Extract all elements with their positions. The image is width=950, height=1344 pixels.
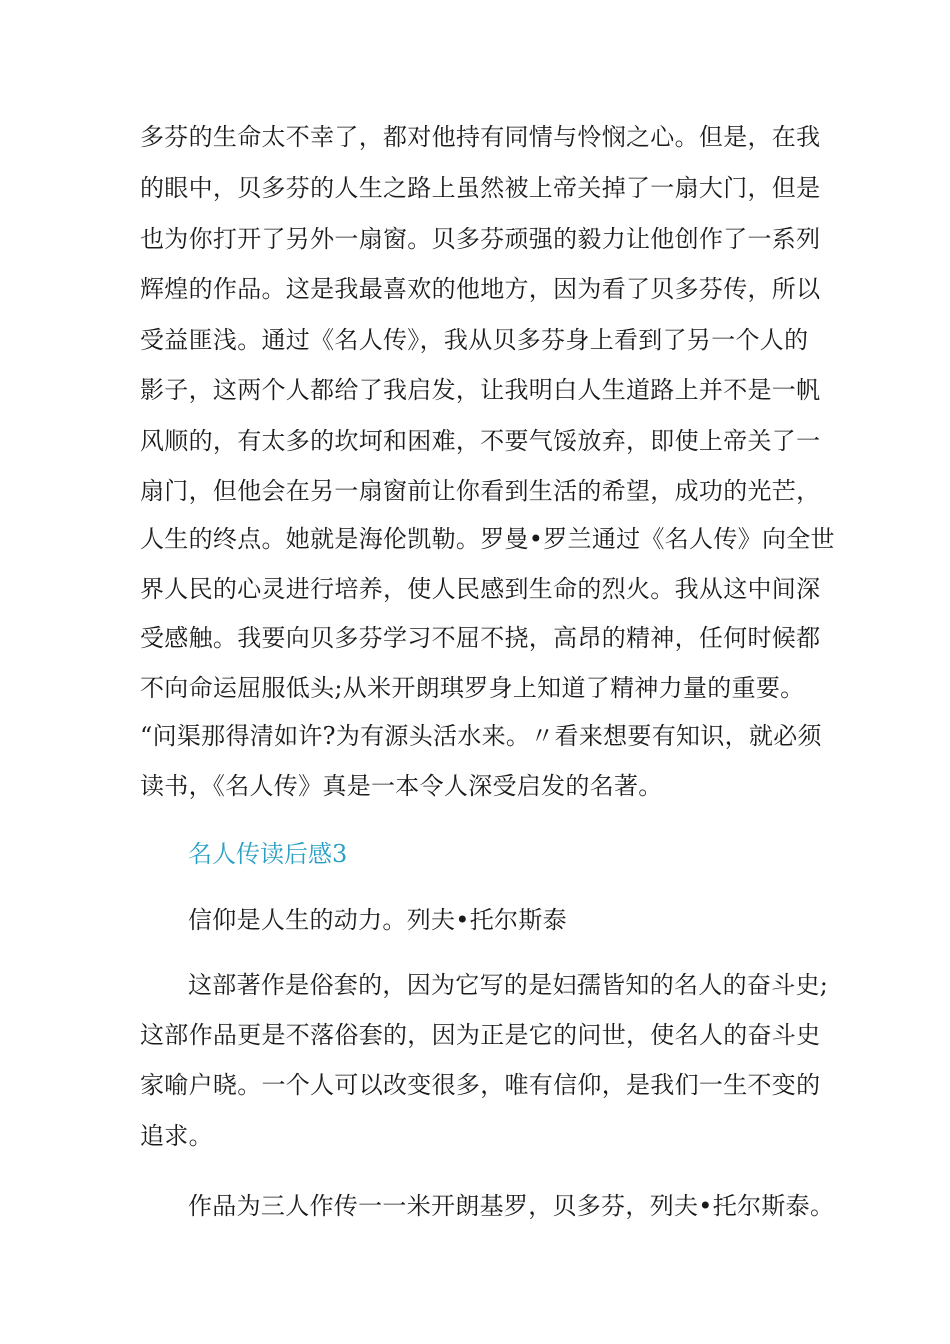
paragraph-line: 这部著作是俗套的，因为它写的是妇孺皆知的名人的奋斗史;	[188, 971, 829, 999]
paragraph-line: 也为你打开了另外一扇窗。贝多芬顽强的毅力让他创作了一系列	[140, 225, 821, 253]
paragraph-line: 不向命运屈服低头;从米开朗琪罗身上知道了精神力量的重要。	[140, 674, 805, 702]
paragraph-line: 人生的终点。她就是海伦凯勒。罗曼•罗兰通过《名人传》向全世	[140, 525, 835, 553]
quote-line: 信仰是人生的动力。列夫•托尔斯泰	[188, 906, 567, 934]
paragraph-line: 的眼中，贝多芬的人生之路上虽然被上帝关掉了一扇大门，但是	[140, 174, 821, 202]
paragraph-line: 追求。	[140, 1122, 213, 1150]
paragraph-line: “问渠那得清如许?为有源头活水来。〃看来想要有知识，就必须	[140, 722, 822, 750]
paragraph-line: 受益匪浅。通过《名人传》，我从贝多芬身上看到了另一个人的	[140, 326, 809, 354]
paragraph-line: 风顺的，有太多的坎坷和困难，不要气馁放弃，即使上帝关了一	[140, 427, 821, 455]
section-heading: 名人传读后感3	[188, 840, 348, 868]
paragraph-line: 作品为三人作传一一米开朗基罗，贝多芬，列夫•托尔斯泰。	[188, 1192, 835, 1220]
paragraph-line: 辉煌的作品。这是我最喜欢的他地方，因为看了贝多芬传，所以	[140, 275, 821, 303]
paragraph-line: 读书，《名人传》真是一本令人深受启发的名著。	[140, 772, 663, 800]
paragraph-line: 这部作品更是不落俗套的，因为正是它的问世，使名人的奋斗史	[140, 1021, 821, 1049]
paragraph-line: 影子，这两个人都给了我启发，让我明白人生道路上并不是一帆	[140, 376, 821, 404]
paragraph-line: 界人民的心灵进行培养，使人民感到生命的烈火。我从这中间深	[140, 575, 821, 603]
paragraph-line: 多芬的生命太不幸了，都对他持有同情与怜悯之心。但是，在我	[140, 123, 821, 151]
paragraph-line: 受感触。我要向贝多芬学习不屈不挠，高昂的精神，任何时候都	[140, 624, 821, 652]
paragraph-line: 家喻户晓。一个人可以改变很多，唯有信仰，是我们一生不变的	[140, 1071, 821, 1099]
paragraph-line: 扇门，但他会在另一扇窗前让你看到生活的希望，成功的光芒，	[140, 477, 821, 505]
